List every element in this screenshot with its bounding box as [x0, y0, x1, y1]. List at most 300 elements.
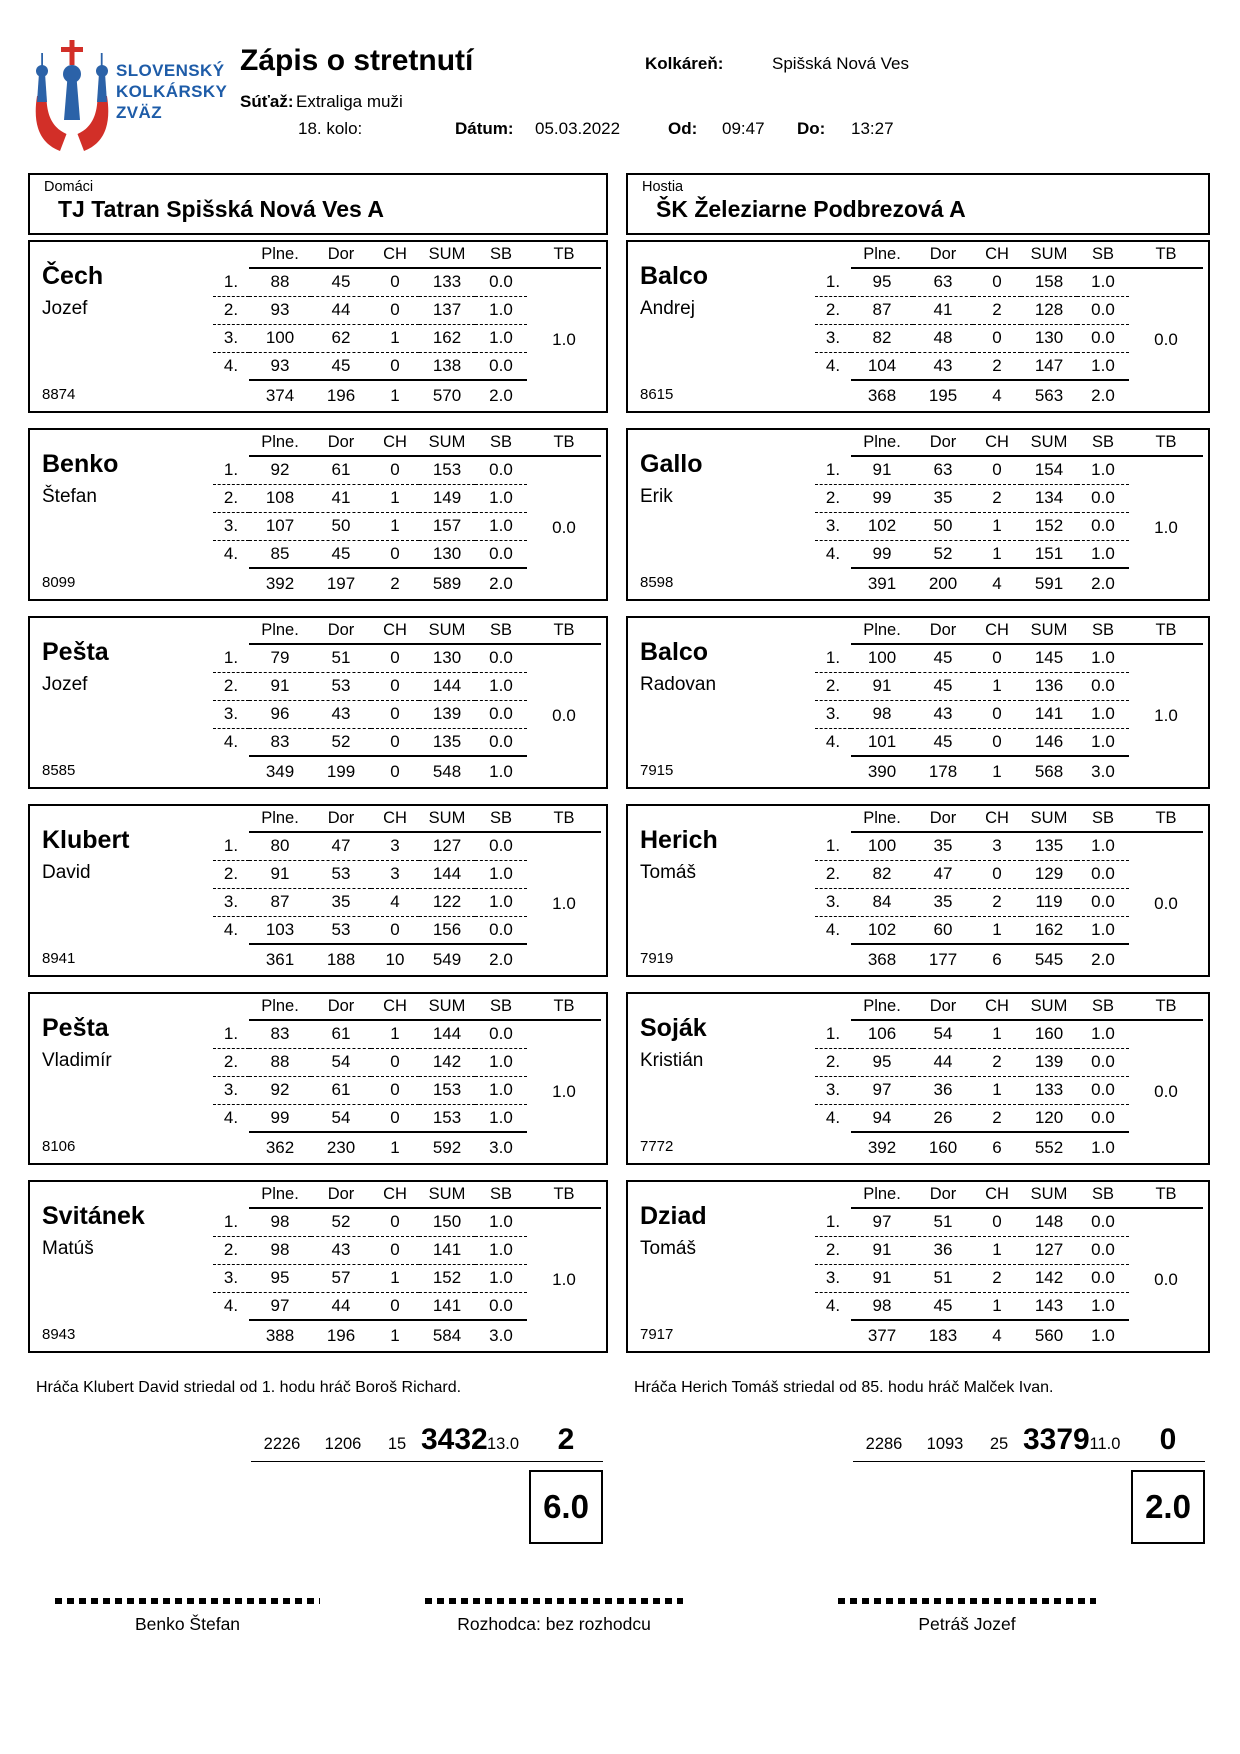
player-total-cell: 2 — [390, 573, 400, 593]
throw-cell: 53 — [311, 860, 371, 888]
throw-cell: 1.0 — [1077, 1292, 1129, 1320]
home-totals-rule — [251, 1461, 603, 1462]
col-header-sb: SB — [475, 242, 527, 268]
player-total-cell: 560 — [1034, 1325, 1064, 1345]
player-total-cell: 1 — [390, 1137, 400, 1157]
throw-cell: 152 — [419, 1264, 475, 1292]
player-registration-number: 7919 — [640, 950, 674, 967]
tb-value: 1.0 — [1154, 517, 1178, 537]
score-header-blank — [213, 242, 249, 268]
player-surname: Pešta — [42, 1014, 109, 1042]
player-total-cell: 199 — [326, 761, 356, 781]
throw-cell: 91 — [249, 860, 311, 888]
page-title: Zápis o stretnutí — [240, 44, 474, 77]
player-total-cell: 4 — [992, 573, 1002, 593]
col-header-ch: CH — [371, 618, 419, 644]
throw-number: 3. — [213, 324, 249, 352]
end-time-label: Do: — [797, 119, 826, 138]
player-total-cell: 589 — [432, 573, 462, 593]
throw-cell: 1 — [371, 1264, 419, 1292]
throw-cell: 151 — [1021, 540, 1077, 568]
score-header-row — [213, 242, 601, 268]
throw-cell: 1 — [973, 1236, 1021, 1264]
throw-cell: 3 — [973, 832, 1021, 860]
throw-cell: 45 — [913, 1292, 973, 1320]
col-header-sum: SUM — [419, 430, 475, 456]
throw-cell: 1.0 — [475, 324, 527, 352]
player-total-cell: 0 — [390, 761, 400, 781]
throw-cell: 82 — [851, 860, 913, 888]
col-header-sum: SUM — [419, 1182, 475, 1208]
throw-cell: 47 — [311, 832, 371, 860]
throw-cell: 0 — [371, 1292, 419, 1320]
player-total-cell: 1.0 — [489, 761, 513, 781]
throw-cell: 0 — [973, 700, 1021, 728]
throw-cell: 1 — [973, 1292, 1021, 1320]
total-blank — [213, 944, 249, 974]
throw-cell: 1.0 — [1077, 728, 1129, 756]
throw-cell: 101 — [851, 728, 913, 756]
col-header-sum: SUM — [1021, 618, 1077, 644]
throw-cell: 45 — [311, 352, 371, 380]
throw-cell: 0 — [371, 728, 419, 756]
player-total-cell: 160 — [928, 1137, 958, 1157]
player-firstname: Radovan — [640, 674, 717, 695]
throw-cell: 61 — [311, 1076, 371, 1104]
throw-cell: 41 — [311, 484, 371, 512]
throw-row-1 — [213, 1020, 601, 1048]
throw-cell: 92 — [249, 456, 311, 484]
col-header-plne: Plne. — [249, 806, 311, 832]
throw-cell: 139 — [1021, 1048, 1077, 1076]
throw-cell: 0 — [371, 700, 419, 728]
player-total-cell: 392 — [867, 1137, 897, 1157]
throw-cell: 141 — [419, 1236, 475, 1264]
player-score-table — [213, 242, 601, 410]
org-line: SLOVENSKÝ — [116, 61, 225, 80]
throw-cell: 144 — [419, 1020, 475, 1048]
throw-cell: 51 — [311, 644, 371, 672]
col-header-ch: CH — [371, 806, 419, 832]
throw-cell: 98 — [851, 1292, 913, 1320]
score-header-blank — [213, 618, 249, 644]
score-header-row — [815, 618, 1203, 644]
throw-cell: 44 — [913, 1048, 973, 1076]
col-header-sum: SUM — [1021, 994, 1077, 1020]
throw-number: 4. — [223, 356, 239, 376]
throw-cell: 50 — [311, 512, 371, 540]
tb-value: 0.0 — [552, 517, 576, 537]
player-total-cell: 1.0 — [1091, 1325, 1115, 1345]
player-surname: Pešta — [42, 638, 109, 666]
col-header-dor: Dor — [913, 242, 973, 268]
throw-cell: 52 — [311, 1208, 371, 1236]
throw-row-1 — [213, 832, 601, 860]
throw-cell: 0.0 — [475, 540, 527, 568]
col-header-plne: Plne. — [249, 1182, 311, 1208]
player-total-cell: 368 — [867, 949, 897, 969]
throw-cell: 135 — [1021, 832, 1077, 860]
player-total-cell: 6 — [992, 949, 1002, 969]
throw-number: 2. — [213, 296, 249, 324]
referee-name: Rozhodca: bez rozhodcu — [457, 1614, 651, 1634]
throw-cell: 0.0 — [1077, 1208, 1129, 1236]
player-registration-number: 8943 — [42, 1326, 76, 1343]
player-total-cell: 4 — [992, 385, 1002, 405]
throw-number: 3. — [815, 700, 851, 728]
away-total-plne: 2286 — [865, 1435, 903, 1453]
player-surname: Klubert — [42, 826, 130, 854]
player-total-cell: 377 — [867, 1325, 897, 1345]
throw-cell: 0.0 — [475, 1292, 527, 1320]
throw-cell: 44 — [311, 296, 371, 324]
total-blank — [815, 1320, 851, 1350]
player-total-cell: 2.0 — [489, 949, 513, 969]
player-registration-number: 8941 — [42, 950, 76, 967]
throw-cell: 0 — [371, 1076, 419, 1104]
player-total-cell: 2.0 — [1091, 385, 1115, 405]
player-total-cell: 200 — [928, 573, 958, 593]
throw-cell: 1.0 — [1077, 456, 1129, 484]
throw-number: 3. — [815, 324, 851, 352]
player-total-cell: 2.0 — [1091, 949, 1115, 969]
throw-cell: 1.0 — [1077, 916, 1129, 944]
home-team-name: TJ Tatran Spišská Nová Ves A — [58, 196, 384, 222]
throw-cell: 142 — [1021, 1264, 1077, 1292]
throw-row-1 — [815, 1020, 1203, 1048]
start-time-value: 09:47 — [722, 119, 765, 138]
throw-cell: 1 — [973, 512, 1021, 540]
player-registration-number: 7915 — [640, 762, 674, 779]
throw-cell: 54 — [311, 1048, 371, 1076]
throw-cell: 0 — [371, 1048, 419, 1076]
throw-number: 1. — [213, 268, 249, 296]
player-total-cell: 10 — [385, 949, 405, 969]
throw-cell: 157 — [419, 512, 475, 540]
player-total-cell: 177 — [928, 949, 958, 969]
throw-cell: 52 — [913, 540, 973, 568]
throw-cell: 82 — [851, 324, 913, 352]
home-totals-row — [215, 1423, 603, 1457]
throw-cell: 53 — [311, 672, 371, 700]
score-header-row — [815, 994, 1203, 1020]
total-blank — [815, 568, 851, 598]
throw-cell: 102 — [851, 512, 913, 540]
player-total-cell: 230 — [326, 1137, 356, 1157]
player-block — [28, 804, 608, 977]
throw-cell: 152 — [1021, 512, 1077, 540]
throw-cell: 83 — [249, 1020, 311, 1048]
player-block — [28, 240, 608, 413]
throw-cell: 36 — [913, 1236, 973, 1264]
throw-cell: 0.0 — [1077, 888, 1129, 916]
throw-cell: 1 — [973, 1020, 1021, 1048]
col-header-tb: TB — [527, 994, 601, 1020]
throw-cell: 0.0 — [475, 728, 527, 756]
throw-cell: 0.0 — [475, 1020, 527, 1048]
throw-cell: 0 — [371, 296, 419, 324]
throw-cell: 103 — [249, 916, 311, 944]
player-registration-number: 8106 — [42, 1138, 76, 1155]
col-header-sb: SB — [475, 1182, 527, 1208]
throw-cell: 0.0 — [1077, 1264, 1129, 1292]
col-header-sb: SB — [1077, 430, 1129, 456]
throw-cell: 98 — [249, 1236, 311, 1264]
score-header-blank — [815, 806, 851, 832]
throw-cell: 0 — [973, 324, 1021, 352]
throw-cell: 135 — [419, 728, 475, 756]
throw-cell: 141 — [1021, 700, 1077, 728]
player-total-cell: 197 — [326, 573, 356, 593]
player-total-cell: 592 — [432, 1137, 462, 1157]
throw-cell: 141 — [419, 1292, 475, 1320]
throw-cell: 98 — [249, 1208, 311, 1236]
player-block — [28, 428, 608, 601]
throw-row-1 — [815, 832, 1203, 860]
total-blank — [213, 568, 249, 598]
throw-cell: 91 — [249, 672, 311, 700]
player-total-cell: 584 — [432, 1325, 462, 1345]
player-total-cell: 2.0 — [489, 385, 513, 405]
col-header-dor: Dor — [913, 994, 973, 1020]
throw-cell: 91 — [851, 1236, 913, 1264]
col-header-sb: SB — [475, 618, 527, 644]
throw-cell: 1 — [371, 324, 419, 352]
throw-cell: 26 — [913, 1104, 973, 1132]
throw-cell: 0.0 — [1077, 860, 1129, 888]
player-total-cell: 545 — [1034, 949, 1064, 969]
throw-cell: 3 — [371, 860, 419, 888]
tb-value: 1.0 — [552, 893, 576, 913]
home-match-points: 6.0 — [529, 1470, 603, 1544]
throw-cell: 142 — [419, 1048, 475, 1076]
throw-number: 2. — [213, 1236, 249, 1264]
col-header-ch: CH — [371, 242, 419, 268]
throw-cell: 50 — [913, 512, 973, 540]
home-player-blocks — [28, 240, 608, 1353]
col-header-plne: Plne. — [851, 618, 913, 644]
player-total-cell: 6 — [992, 1137, 1002, 1157]
throw-cell: 154 — [1021, 456, 1077, 484]
throw-cell: 108 — [249, 484, 311, 512]
throw-cell: 45 — [913, 644, 973, 672]
col-header-plne: Plne. — [249, 430, 311, 456]
col-header-tb: TB — [1129, 806, 1203, 832]
player-block — [28, 992, 608, 1165]
col-header-tb: TB — [1129, 430, 1203, 456]
player-firstname: Tomáš — [640, 1238, 696, 1259]
player-total-cell: 391 — [867, 573, 897, 593]
away-totals-row — [817, 1423, 1205, 1457]
throw-cell: 120 — [1021, 1104, 1077, 1132]
col-header-sb: SB — [475, 430, 527, 456]
throw-row-1 — [815, 1208, 1203, 1236]
throw-cell: 1.0 — [475, 512, 527, 540]
throw-cell: 2 — [973, 296, 1021, 324]
player-total-cell: 178 — [928, 761, 958, 781]
throw-cell: 0 — [371, 268, 419, 296]
player-total-cell: 552 — [1034, 1137, 1064, 1157]
date-value: 05.03.2022 — [535, 119, 621, 138]
col-header-dor: Dor — [913, 618, 973, 644]
tb-value: 0.0 — [1154, 1081, 1178, 1101]
throw-cell: 52 — [311, 728, 371, 756]
throw-cell: 47 — [913, 860, 973, 888]
throw-number: 4. — [223, 1108, 239, 1128]
throw-cell: 94 — [851, 1104, 913, 1132]
col-header-tb: TB — [527, 618, 601, 644]
player-total-cell: 349 — [265, 761, 295, 781]
score-header-row — [213, 806, 601, 832]
player-total-cell: 570 — [432, 385, 462, 405]
throw-cell: 143 — [1021, 1292, 1077, 1320]
away-captain-name: Petráš Jozef — [918, 1614, 1016, 1634]
player-total-cell: 568 — [1034, 761, 1064, 781]
player-total-cell: 563 — [1034, 385, 1064, 405]
throw-cell: 0 — [371, 1208, 419, 1236]
player-total-cell: 1 — [390, 1325, 400, 1345]
player-firstname: Kristián — [640, 1050, 704, 1071]
throw-number: 2. — [815, 860, 851, 888]
player-firstname: Andrej — [640, 298, 695, 319]
throw-cell: 0.0 — [1077, 512, 1129, 540]
throw-cell: 145 — [1021, 644, 1077, 672]
col-header-tb: TB — [1129, 242, 1203, 268]
col-header-dor: Dor — [311, 806, 371, 832]
throw-cell: 41 — [913, 296, 973, 324]
throw-number: 1. — [815, 1208, 851, 1236]
player-registration-number: 7917 — [640, 1326, 674, 1343]
throw-number: 1. — [815, 456, 851, 484]
throw-cell: 149 — [419, 484, 475, 512]
player-total-cell: 374 — [265, 385, 295, 405]
throw-number: 4. — [223, 920, 239, 940]
col-header-ch: CH — [973, 430, 1021, 456]
throw-cell: 0 — [973, 860, 1021, 888]
tb-value: 1.0 — [1154, 705, 1178, 725]
throw-cell: 0.0 — [475, 352, 527, 380]
player-surname: Herich — [640, 826, 718, 854]
throw-cell: 2 — [973, 1264, 1021, 1292]
throw-cell: 156 — [419, 916, 475, 944]
away-team-name: ŠK Železiarne Podbrezová A — [656, 196, 966, 222]
start-time-label: Od: — [668, 119, 698, 138]
col-header-ch: CH — [371, 994, 419, 1020]
throw-cell: 0.0 — [1077, 324, 1129, 352]
col-header-ch: CH — [973, 994, 1021, 1020]
throw-cell: 43 — [311, 1236, 371, 1264]
away-total-sb: 11.0 — [1089, 1435, 1121, 1453]
total-blank — [815, 1132, 851, 1162]
home-role-label: Domáci — [44, 179, 94, 195]
col-header-plne: Plne. — [851, 242, 913, 268]
player-surname: Čech — [42, 262, 104, 290]
player-score-table — [213, 430, 601, 598]
throw-cell: 1 — [973, 1076, 1021, 1104]
player-firstname: Matúš — [42, 1238, 94, 1259]
throw-cell: 98 — [851, 700, 913, 728]
throw-cell: 1.0 — [475, 1264, 527, 1292]
throw-cell: 88 — [249, 1048, 311, 1076]
col-header-ch: CH — [973, 618, 1021, 644]
throw-cell: 43 — [913, 700, 973, 728]
throw-cell: 35 — [913, 484, 973, 512]
throw-cell: 0 — [371, 644, 419, 672]
col-header-dor: Dor — [311, 1182, 371, 1208]
throw-cell: 1.0 — [475, 484, 527, 512]
tb-value: 0.0 — [552, 705, 576, 725]
throw-cell: 100 — [851, 832, 913, 860]
throw-cell: 147 — [1021, 352, 1077, 380]
competition-label: Súťaž: — [240, 92, 294, 111]
throw-row-1 — [213, 268, 601, 296]
player-total-cell: 2.0 — [489, 573, 513, 593]
throw-cell: 0 — [973, 456, 1021, 484]
col-header-dor: Dor — [311, 618, 371, 644]
throw-cell: 97 — [249, 1292, 311, 1320]
throw-cell: 51 — [913, 1208, 973, 1236]
player-surname: Gallo — [640, 450, 703, 478]
org-line: ZVÄZ — [116, 103, 162, 122]
throw-cell: 0 — [371, 1236, 419, 1264]
throw-cell: 91 — [851, 456, 913, 484]
throw-cell: 1 — [371, 484, 419, 512]
throw-cell: 130 — [419, 540, 475, 568]
home-team-section — [28, 173, 608, 1544]
col-header-sum: SUM — [419, 618, 475, 644]
throw-cell: 2 — [973, 888, 1021, 916]
throw-number: 2. — [213, 1048, 249, 1076]
col-header-sb: SB — [1077, 806, 1129, 832]
throw-number: 4. — [825, 732, 841, 752]
home-team-box — [28, 173, 608, 235]
col-header-sum: SUM — [419, 994, 475, 1020]
throw-cell: 97 — [851, 1076, 913, 1104]
throw-cell: 91 — [851, 672, 913, 700]
throw-cell: 95 — [249, 1264, 311, 1292]
throw-number: 4. — [825, 920, 841, 940]
col-header-tb: TB — [1129, 618, 1203, 644]
round-label: 18. kolo: — [298, 119, 363, 138]
venue-value: Spišská Nová Ves — [772, 54, 910, 73]
col-header-sum: SUM — [1021, 242, 1077, 268]
throw-cell: 85 — [249, 540, 311, 568]
home-substitution-note: Hráča Klubert David striedal od 1. hodu hráč Boroš Richard. — [36, 1379, 462, 1396]
player-score-table — [815, 430, 1203, 598]
player-score-table — [815, 1182, 1203, 1350]
throw-number: 1. — [213, 1020, 249, 1048]
player-total-cell: 549 — [432, 949, 462, 969]
col-header-dor: Dor — [311, 994, 371, 1020]
throw-number: 1. — [815, 644, 851, 672]
throw-number: 2. — [815, 1236, 851, 1264]
col-header-tb: TB — [527, 430, 601, 456]
away-team-box — [626, 173, 1210, 235]
throw-cell: 80 — [249, 832, 311, 860]
throw-cell: 1.0 — [1077, 644, 1129, 672]
col-header-plne: Plne. — [851, 806, 913, 832]
throw-cell: 79 — [249, 644, 311, 672]
player-total-cell: 1.0 — [1091, 1137, 1115, 1157]
throw-cell: 0.0 — [475, 916, 527, 944]
home-total-tb: 2 — [557, 1423, 575, 1456]
throw-cell: 2 — [973, 1104, 1021, 1132]
throw-cell: 45 — [913, 728, 973, 756]
throw-number: 2. — [213, 672, 249, 700]
throw-cell: 0 — [371, 1104, 419, 1132]
player-registration-number: 7772 — [640, 1138, 674, 1155]
col-header-plne: Plne. — [851, 1182, 913, 1208]
